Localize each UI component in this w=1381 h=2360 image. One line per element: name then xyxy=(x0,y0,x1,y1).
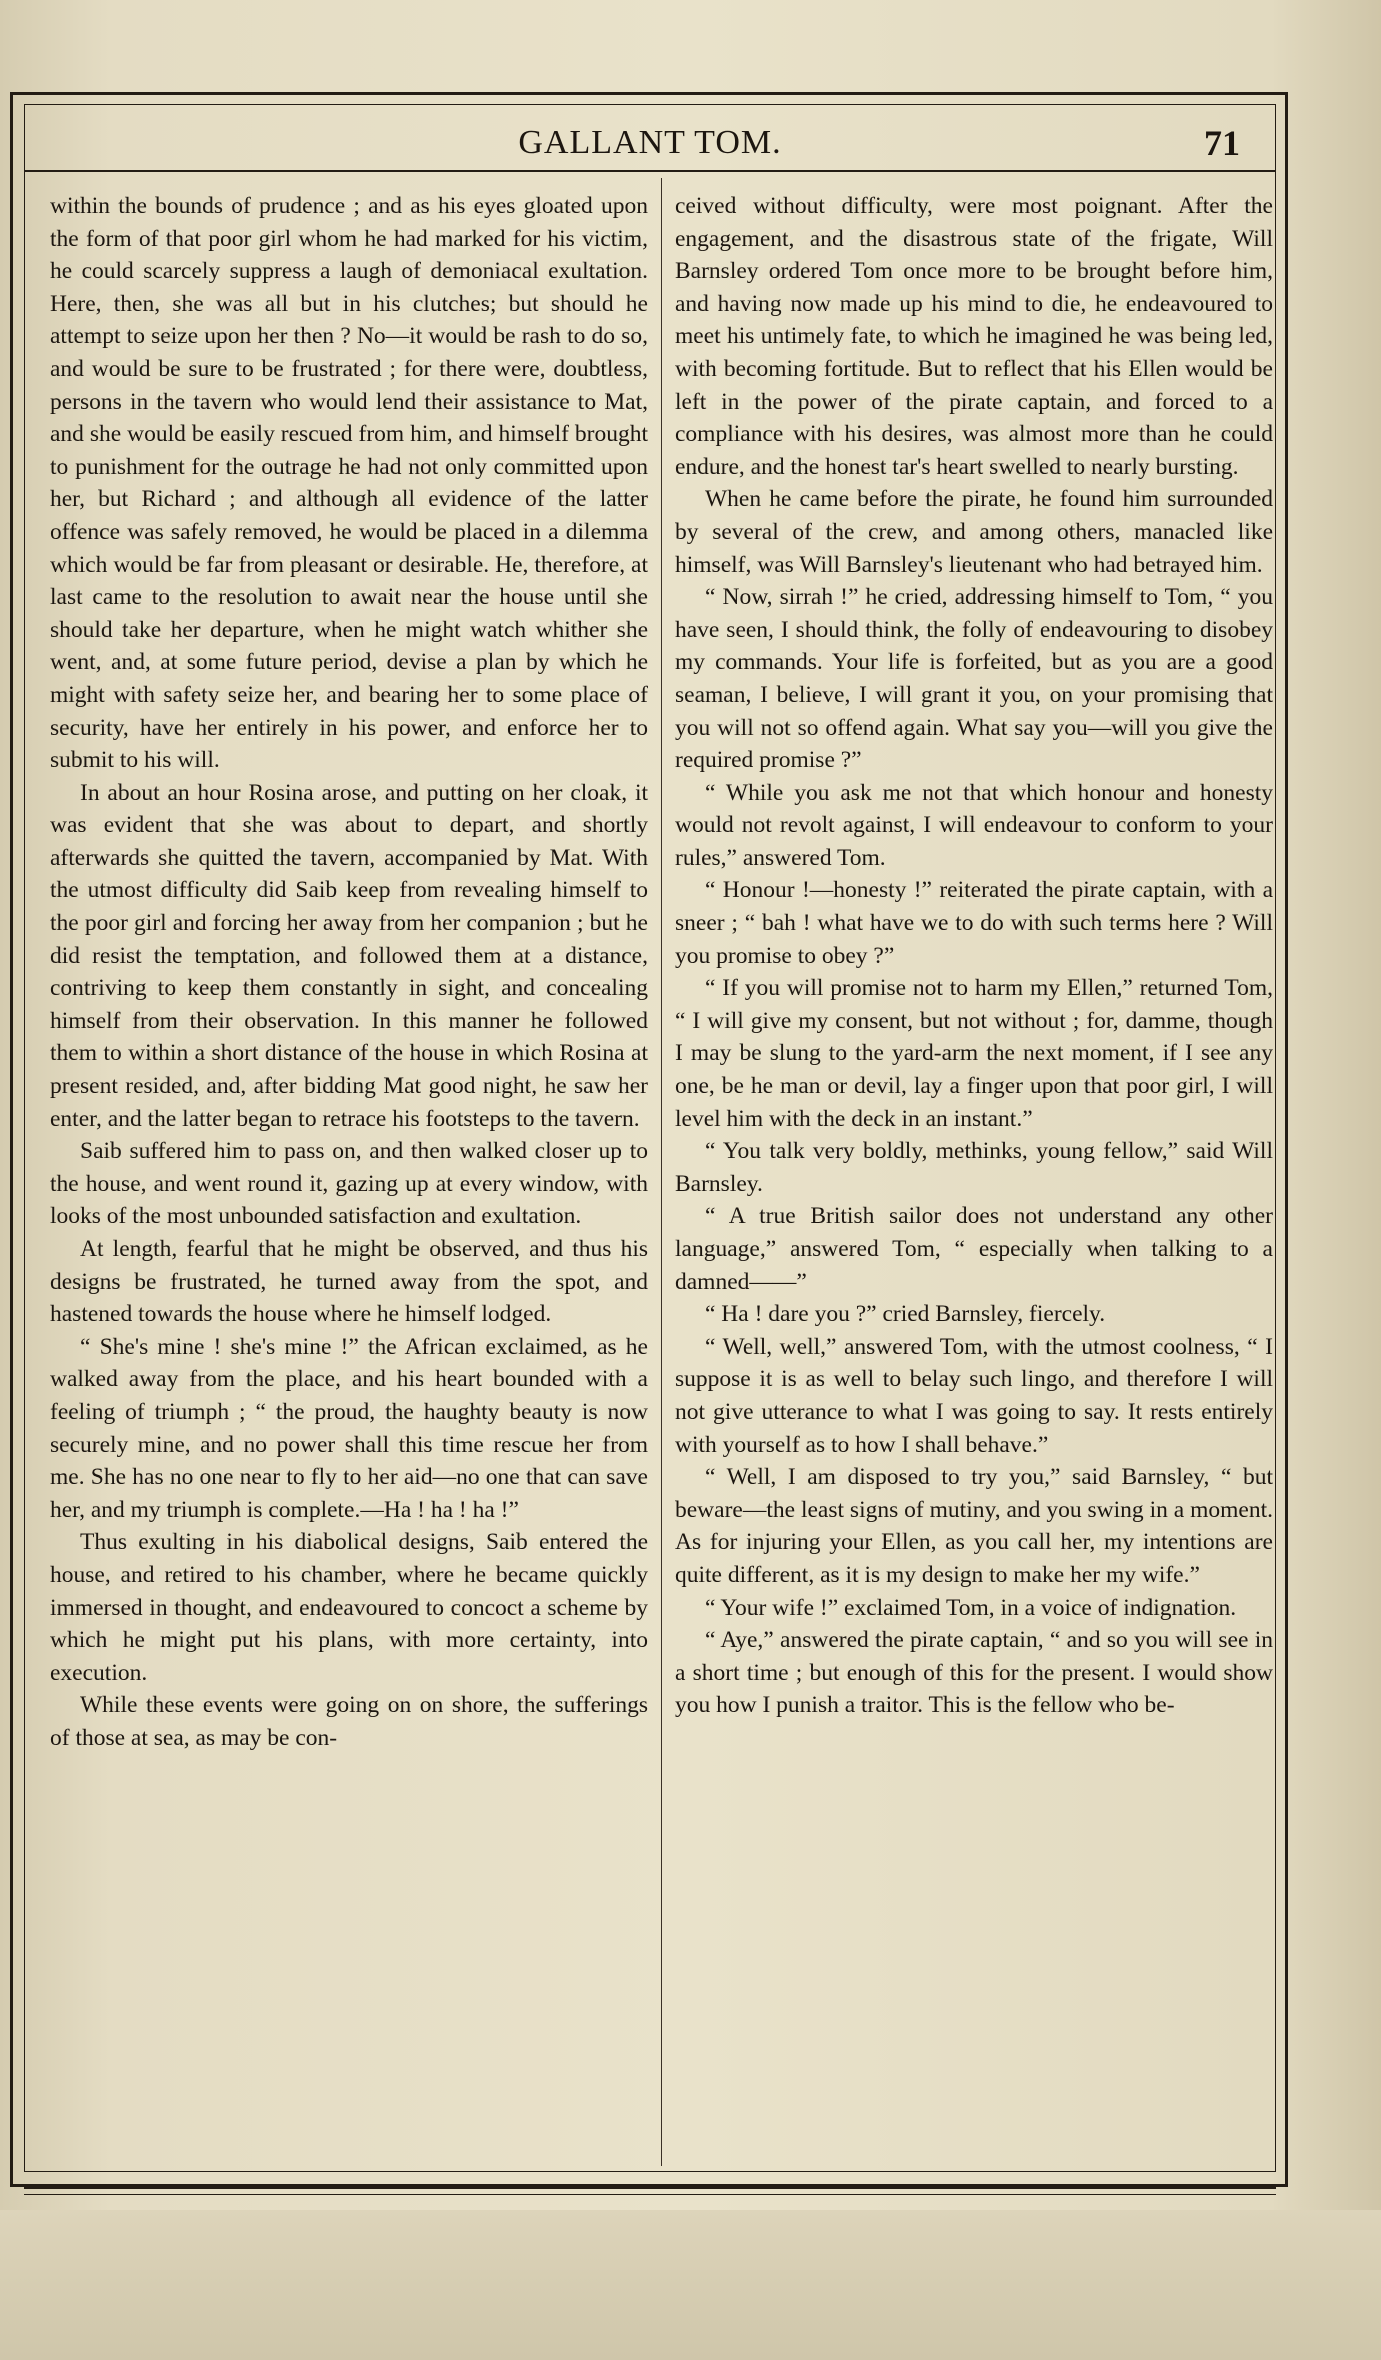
left-column xyxy=(50,190,648,2175)
paragraph: ceived without difficulty, were most poignant. After the engagement, and the disastrous state of the frigate, Will Barnsley ordered Tom once more to be brought before him, and having now made up his mind to die, he endeavoured to meet his untimely fate, to which he imagined he was being led, with becoming fortitude. But to reflect that his Ellen would be left in the power of the pirate captain, and forced to a compliance with his desires, was almost more than he could endure, and the honest tar's heart swelled to nearly bursting. xyxy=(675,193,1273,480)
page-margin-bottom xyxy=(0,2210,1381,2360)
paragraph: “ Honour !—honesty !” reiterated the pirate captain, with a sneer ; “ bah ! what have we to do with such terms here ? Will you promise to obey ?” xyxy=(675,877,1273,969)
paragraph: “ A true British sailor does not understand any other language,” answered Tom, “ especially when talking to a damned——” xyxy=(675,1203,1273,1295)
paragraph: When he came before the pirate, he found him surrounded by several of the crew, and among others, manacled like himself, was Will Barnsley's lieutenant who had betrayed him. xyxy=(675,486,1273,578)
paragraph: At length, fearful that he might be observed, and thus his designs be frustrated, he turned away from the spot, and hastened towards the house where he himself lodged. xyxy=(50,1236,648,1328)
footer-rule xyxy=(24,2186,1276,2189)
paragraph: “ Your wife !” exclaimed Tom, in a voice of indignation. xyxy=(705,1594,1237,1621)
paragraph: “ Well, well,” answered Tom, with the utmost coolness, “ I suppose it is as well to belay such lingo, and therefore I will not give utterance to what I was going to say. It rests entirely with yourself as to how I shall behave.” xyxy=(675,1333,1273,1458)
paragraph: While these events were going on on shore, the sufferings of those at sea, as may be con- xyxy=(50,1692,648,1751)
paragraph: within the bounds of prudence ; and as his eyes gloated upon the form of that poor girl whom he had marked for his victim, he could scarcely suppress a laugh of demoniacal exultation. Here, then, she was all but in his clutches; but should he attempt to seize upon her then ? No—it would be rash to do so, and would be sure to be frustrated ; for there were, doubtless, persons in the tavern who would lend their assistance to Mat, and she would be easily rescued from him, and himself brought to punishment for the outrage he had not only committed upon her, but Richard ; and although all evidence of the latter offence was safely removed, he would be placed in a dilemma which would be far from pleasant or desirable. He, therefore, at last came to the resolution to await near the house until she should take her departure, when he might watch whither she went, and, at some future period, devise a plan by which he might with safety seize her, and bearing her to some place of security, have her entirely in his power, and enforce her to submit to his will. xyxy=(50,193,648,774)
page-header xyxy=(24,112,1276,164)
paragraph: “ Ha ! dare you ?” cried Barnsley, fiercely. xyxy=(705,1301,1106,1328)
running-title: GALLANT TOM. xyxy=(518,124,782,161)
paragraph: In about an hour Rosina arose, and putting on her cloak, it was evident that she was about to depart, and shortly afterwards she quitted the tavern, accompanied by Mat. With the utmost difficulty did Saib keep from revealing himself to the poor girl and forcing her away from her companion ; but he did resist the temptation, and followed them at a distance, contriving to keep them constantly in sight, and concealing himself from their observation. In this manner he followed them to within a short distance of the house in which Rosina at present resided, and, after bidding Mat good night, he saw her enter, and the latter began to retrace his footsteps to the tavern. xyxy=(50,779,648,1132)
paragraph: “ If you will promise not to harm my Ellen,” returned Tom, “ I will give my consent, but not without ; for, damme, though I may be slung to the yard-arm the next moment, if I see any one, be he man or devil, lay a finger upon that poor girl, I will level him with the deck in an instant.” xyxy=(675,975,1273,1132)
paragraph: “ Well, I am disposed to try you,” said Barnsley, “ but beware—the least signs of mutiny, and you swing in a moment. As for injuring your Ellen, as you call her, my intentions are quite different, as it is my design to make her my wife.” xyxy=(675,1464,1273,1588)
paragraph: “ While you ask me not that which honour and honesty would not revolt against, I will endeavour to conform to your rules,” answered Tom. xyxy=(675,779,1273,871)
header-rule xyxy=(24,170,1276,172)
page-number: 71 xyxy=(1204,123,1240,163)
paragraph: “ She's mine ! she's mine !” the African exclaimed, as he walked away from the place, and his heart bounded with a feeling of triumph ; “ the proud, the haughty beauty is now securely mine, and no power shall this time rescue her from me. She has no one near to fly to her aid—no one that can save her, and my triumph is complete.—Ha ! ha ! ha !” xyxy=(50,1333,648,1523)
column-divider xyxy=(661,178,662,2166)
footer-rule-thin xyxy=(24,2194,1276,2195)
paragraph: “ Now, sirrah !” he cried, addressing himself to Tom, “ you have seen, I should think, the folly of endeavouring to disobey my commands. Your life is forfeited, but as you are a good seaman, I believe, I will grant it you, on your promising that you will not so offend again. What say you—will you give the required promise ?” xyxy=(675,584,1273,774)
paragraph: “ Aye,” answered the pirate captain, “ and so you will see in a short time ; but enough of this for the present. I would show you how I punish a traitor. This is the fellow who be- xyxy=(675,1627,1273,1719)
right-column xyxy=(675,190,1273,2175)
paragraph: Thus exulting in his diabolical designs, Saib entered the house, and retired to his chamber, where he became quickly immersed in thought, and endeavoured to concoct a scheme by which he might put his plans, with more certainty, into execution. xyxy=(50,1529,648,1686)
paragraph: Saib suffered him to pass on, and then walked closer up to the house, and went round it, gazing up at every window, with looks of the most unbounded satisfaction and exultation. xyxy=(50,1138,648,1230)
paragraph: “ You talk very boldly, methinks, young fellow,” said Will Barnsley. xyxy=(675,1138,1273,1197)
